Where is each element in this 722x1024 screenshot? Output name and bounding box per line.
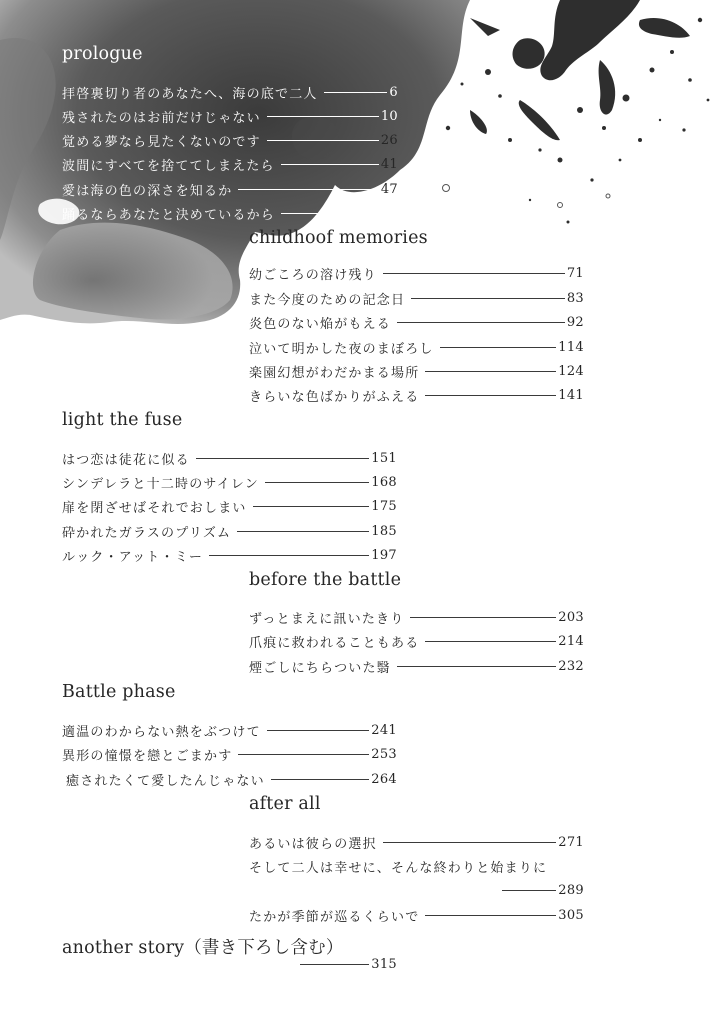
leader-line <box>411 298 565 299</box>
entry-title: 煙ごしにちらついた翳 <box>249 660 391 676</box>
toc-entry[interactable] <box>249 608 584 626</box>
entry-page: 175 <box>371 498 397 514</box>
entry-title: 適温のわからない熱をぶつけて <box>62 724 261 740</box>
leader-line <box>397 666 556 667</box>
toc-entry[interactable] <box>62 83 398 101</box>
entry-page: 214 <box>558 633 584 649</box>
entry-title: 爪痕に救われることもある <box>249 635 420 651</box>
entry-page: 10 <box>380 108 398 124</box>
toc-entry[interactable] <box>62 155 398 173</box>
toc-entry[interactable] <box>249 313 584 331</box>
entry-title: 波間にすべてを捨ててしまえたら <box>62 158 275 174</box>
entry-title: 異形の憧憬を戀とごまかす <box>62 748 233 764</box>
leader-line <box>440 347 557 348</box>
entry-page: 26 <box>380 132 398 148</box>
leader-line <box>265 482 369 483</box>
entry-page: 241 <box>371 722 397 738</box>
leader-line <box>237 531 369 532</box>
leader-line <box>383 273 565 274</box>
entry-title: きらいな色ばかりがふえる <box>249 389 420 405</box>
toc-entry-continuation[interactable] <box>502 881 584 899</box>
entry-page: 151 <box>371 450 397 466</box>
entry-page: 83 <box>566 290 584 306</box>
leader-line <box>383 842 556 843</box>
leader-line <box>209 555 369 556</box>
entry-page: 203 <box>558 609 584 625</box>
entry-title: 覚める夢なら見たくないのです <box>62 134 261 150</box>
entry-page: 185 <box>371 523 397 539</box>
leader-line <box>281 213 379 214</box>
toc-entry[interactable] <box>62 131 398 149</box>
entry-page: 141 <box>558 387 584 403</box>
entry-title: 残されたのはお前だけじゃない <box>62 110 261 126</box>
entry-title: シンデレラと十二時のサイレン <box>62 476 259 492</box>
entry-page: 41 <box>380 156 398 172</box>
section-title-prologue: prologue <box>62 44 143 64</box>
entry-title: 泣いて明かした夜のまぼろし <box>249 341 434 357</box>
entry-page: 124 <box>558 363 584 379</box>
entry-title: 拝啓裏切り者のあなたへ、海の底で二人 <box>62 86 318 102</box>
section-title-after-all: after all <box>249 794 321 814</box>
entry-page: 253 <box>371 746 397 762</box>
toc-entry[interactable] <box>62 449 397 467</box>
entry-page: 315 <box>371 956 397 972</box>
leader-line <box>425 395 556 396</box>
entry-page: 92 <box>566 314 584 330</box>
section-title-before-the-battle: before the battle <box>249 570 402 590</box>
leader-line <box>196 458 369 459</box>
entry-page: 64 <box>380 205 398 221</box>
leader-line <box>425 371 556 372</box>
entry-title: 楽園幻想がわだかまる場所 <box>249 365 420 381</box>
section-title-another-story: another story（書き下ろし含む） <box>62 938 344 958</box>
toc-entry[interactable] <box>62 497 397 515</box>
toc-entry[interactable] <box>249 289 584 307</box>
entry-page: 232 <box>558 658 584 674</box>
entry-page: 271 <box>558 834 584 850</box>
section-title-childhood-memories: childhoof memories <box>249 228 428 248</box>
entry-title: 炎色のない焔がもえる <box>249 316 392 332</box>
entry-title: ずっとまえに訊いたきり <box>249 611 405 627</box>
toc-entry[interactable] <box>62 546 397 564</box>
toc-entry[interactable] <box>62 745 397 763</box>
entry-title: はつ恋は徒花に似る <box>62 452 190 468</box>
entry-page: 197 <box>371 547 397 563</box>
entry-title: 扉を閉ざせばそれでおしまい <box>62 500 247 516</box>
leader-line <box>425 641 556 642</box>
toc-entry[interactable] <box>249 632 584 650</box>
leader-line <box>397 322 565 323</box>
leader-line <box>253 506 370 507</box>
entry-page: 47 <box>380 181 398 197</box>
entry-title: 踊るならあなたと決めているから <box>62 207 276 223</box>
leader-line <box>271 779 369 780</box>
entry-title: そして二人は幸せに、そんな終わりと始まりに <box>249 860 548 876</box>
section-title-battle-phase: Battle phase <box>62 682 176 702</box>
leader-line <box>324 92 388 93</box>
entry-page: 168 <box>371 474 397 490</box>
entry-title: 癒されたくて愛したんじゃない <box>66 773 265 789</box>
entry-page: 6 <box>389 84 398 100</box>
toc-entry[interactable] <box>62 107 398 125</box>
toc-entry[interactable] <box>66 770 397 788</box>
leader-line <box>238 754 369 755</box>
entry-page: 289 <box>558 882 584 898</box>
toc-entry[interactable] <box>62 204 398 222</box>
section-title-light-the-fuse: light the fuse <box>62 410 183 430</box>
toc-entry[interactable] <box>62 522 397 540</box>
toc-entry[interactable] <box>300 955 397 973</box>
toc-entry[interactable] <box>249 833 584 851</box>
entry-page: 305 <box>558 907 584 923</box>
entry-page: 264 <box>371 771 397 787</box>
toc-entry-wrapped[interactable] <box>249 857 584 875</box>
entry-title: あるいは彼らの選択 <box>249 836 377 852</box>
leader-line <box>502 890 556 891</box>
toc-entry[interactable] <box>249 264 584 282</box>
leader-line <box>281 164 379 165</box>
entry-title: ルック・アット・ミー <box>62 549 204 565</box>
toc-entry[interactable] <box>249 362 584 380</box>
leader-line <box>267 116 379 117</box>
leader-line <box>238 189 378 190</box>
leader-line <box>267 140 379 141</box>
toc-entry[interactable] <box>249 906 584 924</box>
entry-title: 愛は海の色の深さを知るか <box>62 183 233 199</box>
entry-title: たかが季節が巡るくらいで <box>249 909 420 925</box>
leader-line <box>410 617 556 618</box>
entry-title: また今度のための記念日 <box>249 292 406 308</box>
entry-page: 114 <box>558 339 584 355</box>
toc-entry[interactable] <box>249 657 584 675</box>
entry-page: 71 <box>566 265 584 281</box>
leader-line <box>267 730 369 731</box>
entry-title: 幼ごころの溶け残り <box>249 267 377 283</box>
leader-line <box>425 915 556 916</box>
toc-entry[interactable] <box>249 338 584 356</box>
toc-entry[interactable] <box>249 386 584 404</box>
leader-line <box>300 964 369 965</box>
toc-entry[interactable] <box>62 180 398 198</box>
toc-entry[interactable] <box>62 473 397 491</box>
entry-title: 砕かれたガラスのプリズム <box>62 525 232 541</box>
toc-entry[interactable] <box>62 721 397 739</box>
